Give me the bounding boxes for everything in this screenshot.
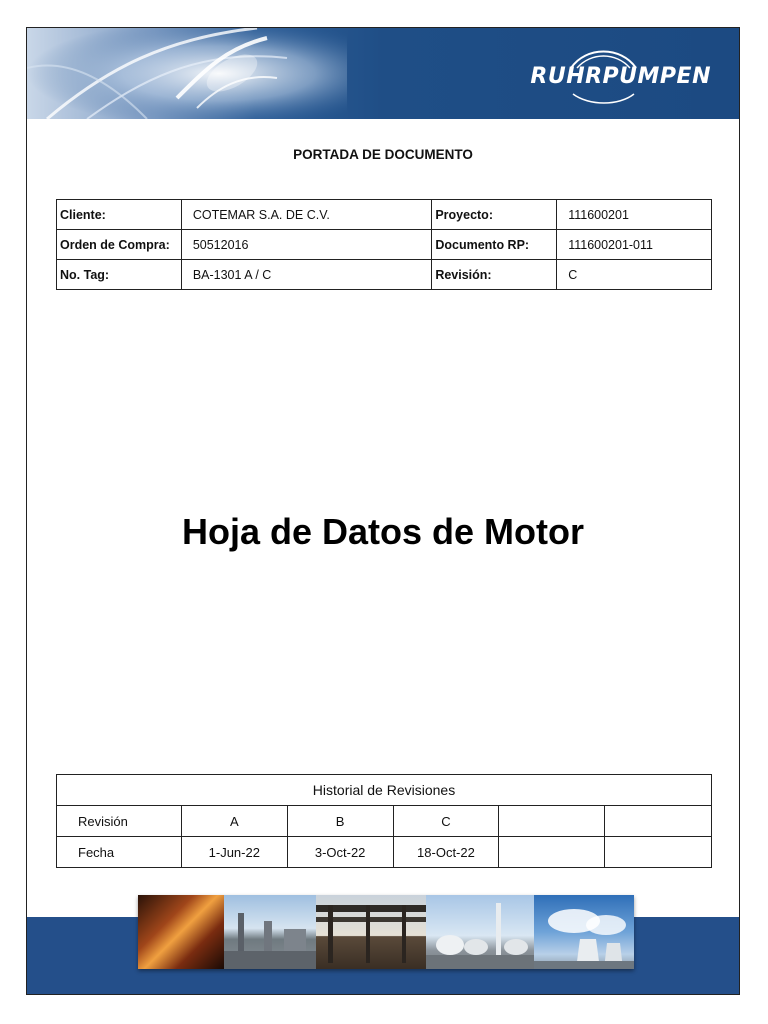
table-row — [57, 775, 712, 806]
revision-cell: C — [393, 806, 499, 837]
tag-label: No. Tag: — [57, 260, 182, 290]
cooling-towers-photo — [534, 895, 634, 969]
client-value: COTEMAR S.A. DE C.V. — [181, 200, 432, 230]
table-row — [57, 837, 712, 868]
date-cell — [499, 837, 605, 868]
table-row — [57, 806, 712, 837]
revision-label: Revisión: — [432, 260, 557, 290]
revision-row-label: Revisión — [57, 806, 182, 837]
table-row — [57, 200, 712, 230]
document-page — [26, 27, 740, 995]
tank-farm-photo — [426, 895, 534, 969]
document-title: Hoja de Datos de Motor — [181, 511, 585, 552]
revision-cell: B — [287, 806, 393, 837]
revision-history-table — [56, 774, 712, 868]
tag-value: BA-1301 A / C — [181, 260, 432, 290]
industry-photo-strip — [138, 895, 634, 969]
decorative-swirl-graphic — [27, 28, 347, 119]
purchase-order-label: Orden de Compra: — [57, 230, 182, 260]
revision-cell — [499, 806, 605, 837]
header-banner — [27, 28, 739, 119]
document-header: PORTADA DE DOCUMENTO — [293, 147, 473, 162]
revision-cell: A — [181, 806, 287, 837]
project-value: 111600201 — [557, 200, 712, 230]
date-row-label: Fecha — [57, 837, 182, 868]
project-label: Proyecto: — [432, 200, 557, 230]
purchase-order-value: 50512016 — [181, 230, 432, 260]
revision-history-caption: Historial de Revisiones — [57, 775, 712, 806]
furnace-photo — [138, 895, 224, 969]
date-cell — [605, 837, 712, 868]
logo-text: RUHRPUMPEN — [530, 64, 711, 89]
rp-document-label: Documento RP: — [432, 230, 557, 260]
ruhrpumpen-logo — [491, 42, 711, 106]
date-cell: 18-Oct-22 — [393, 837, 499, 868]
pipeline-photo — [316, 895, 426, 969]
table-row — [57, 260, 712, 290]
revision-cell — [605, 806, 712, 837]
date-cell: 3-Oct-22 — [287, 837, 393, 868]
refinery-photo — [224, 895, 316, 969]
client-label: Cliente: — [57, 200, 182, 230]
rp-document-value: 111600201-011 — [557, 230, 712, 260]
date-cell: 1-Jun-22 — [181, 837, 287, 868]
project-info-table — [56, 199, 712, 290]
table-row — [57, 230, 712, 260]
revision-value: C — [557, 260, 712, 290]
